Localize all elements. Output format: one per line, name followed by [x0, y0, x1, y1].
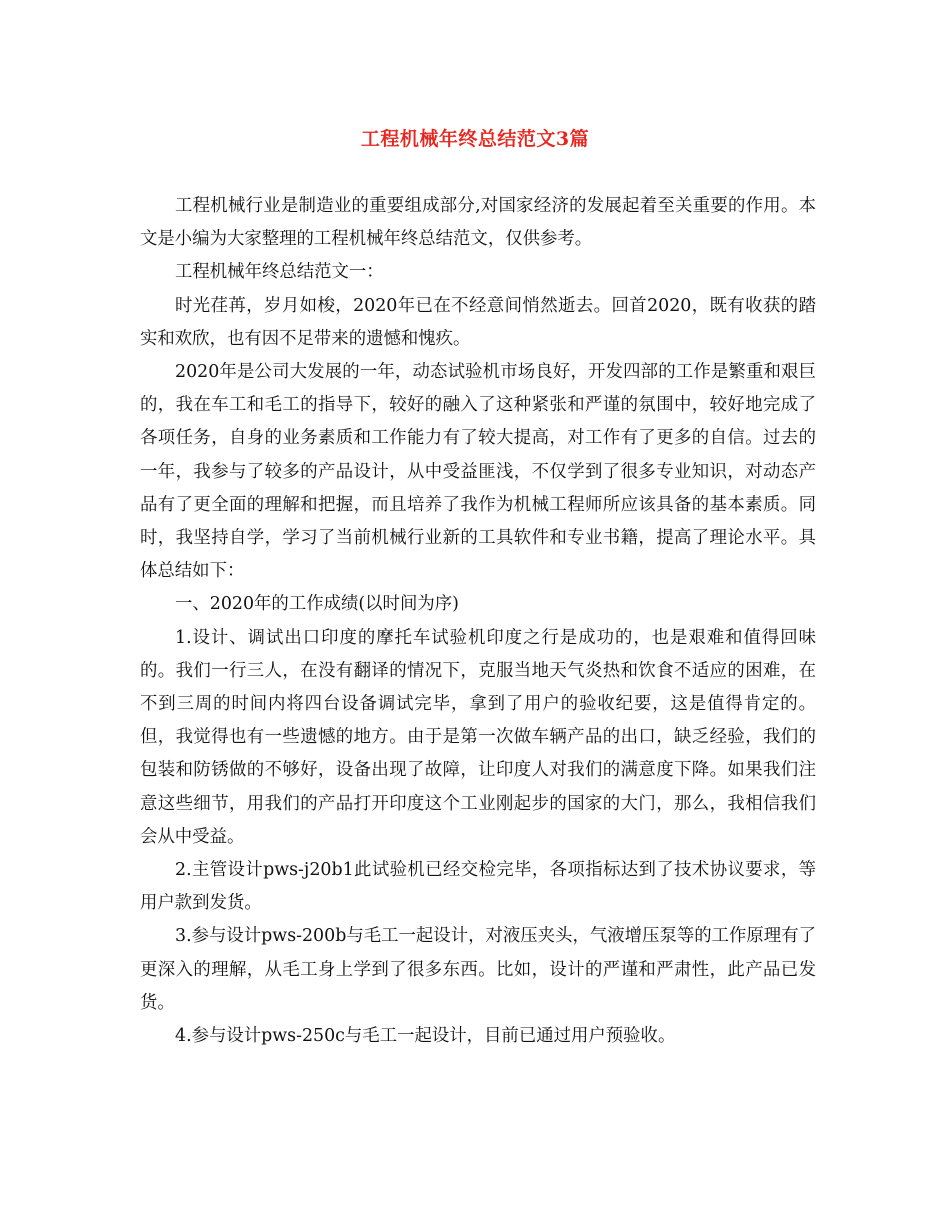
list-item-1: 1.设计、调试出口印度的摩托车试验机印度之行是成功的，也是艰难和值得回味的。我们一行三人，在没有翻译的情况下，克服当地天气炎热和饮食不适应的困难，在不到三周的时间内将四台设备调试完毕，拿到了用户的验收纪要，这是值得肯定的。但，我觉得也有一些遗憾的地方。由于是第一次做车辆产品的出口，缺乏经验，我们的包装和防锈做的不够好，设备出现了故障，让印度人对我们的满意度下降。如果我们注意这些细节，用我们的产品打开印度这个工业刚起步的国家的大门，那么，我相信我们会从中受益。 — [140, 627, 816, 847]
body-paragraph: 2020年是公司大发展的一年，动态试验机市场良好，开发四部的工作是繁重和艰巨的，我在车工和毛工的指导下，较好的融入了这种紧张和严谨的氛围中，较好地完成了各项任务，自身的业务素质和工作能力有了较大提高，对工作有了更多的自信。过去的一年，我参与了较多的产品设计，从中受益匪浅，不仅学到了很多专业知识，对动态产品有了更全面的理解和把握，而且培养了我作为机械工程师所应该具备的基本素质。同时，我坚持自学，学习了当前机械行业新的工具软件和专业书籍，提高了理论水平。具体总结如下： — [140, 362, 816, 582]
intro-paragraph: 工程机械行业是制造业的重要组成部分,对国家经济的发展起着至关重要的作用。本文是小编为大家整理的工程机械年终总结范文，仅供参考。 — [140, 196, 816, 250]
body-paragraph: 时光荏苒，岁月如梭，2020年已在不经意间悄然逝去。回首2020，既有收获的踏实和欢欣，也有因不足带来的遗憾和愧疚。 — [140, 295, 816, 349]
list-item-4: 4.参与设计pws-250c与毛工一起设计，目前已通过用户预验收。 — [175, 1026, 676, 1047]
list-item-3: 3.参与设计pws-200b与毛工一起设计，对液压夹头，气液增压泵等的工作原理有了更深入的理解，从毛工身上学到了很多东西。比如，设计的严谨和严肃性，此产品已发货。 — [140, 926, 816, 1013]
document-title: 工程机械年终总结范文3篇 — [360, 128, 590, 150]
document-body — [140, 190, 816, 1053]
list-item-2: 2.主管设计pws-j20b1此试验机已经交检完毕，各项指标达到了技术协议要求，等用户款到发货。 — [140, 860, 816, 914]
section-heading-1: 工程机械年终总结范文一： — [175, 262, 384, 283]
subsection-heading: 一、2020年的工作成绩(以时间为序) — [175, 594, 459, 615]
